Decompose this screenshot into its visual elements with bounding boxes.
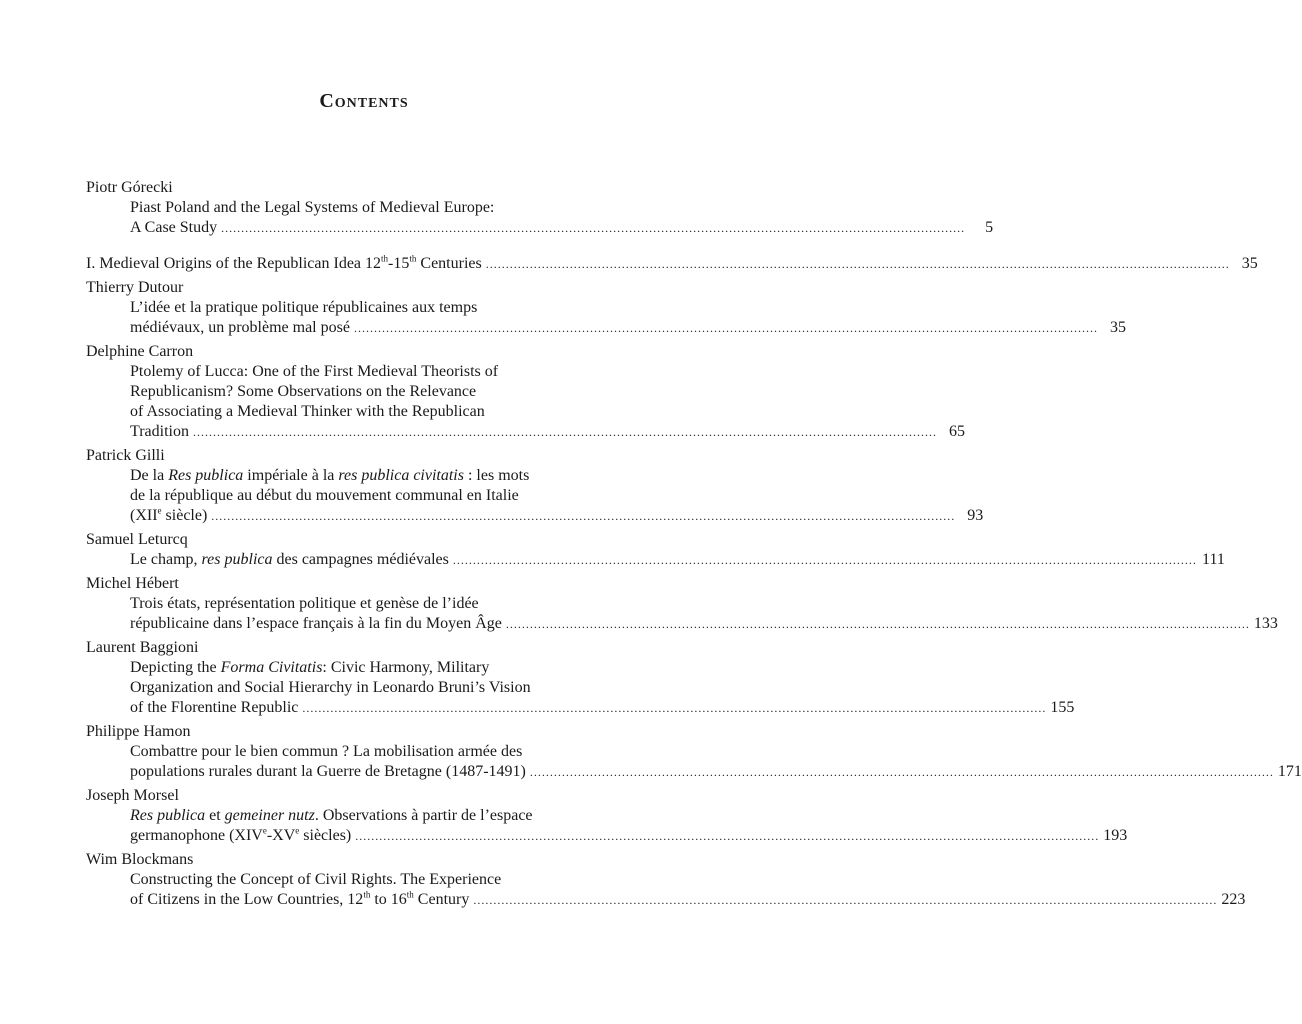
- dot-leader: ..........................................................................................................................................................................................: [355, 829, 1100, 843]
- entry-author: Michel Hébert: [86, 575, 179, 592]
- entry-title-line: Tradition: [130, 423, 189, 440]
- entry-author: Laurent Baggioni: [86, 639, 199, 656]
- page-number: 155: [1050, 699, 1075, 716]
- dot-leader: ..........................................................................................................................................................................................: [192, 425, 937, 439]
- toc-entry: [86, 574, 1278, 634]
- dot-leader: ..........................................................................................................................................................................................: [452, 553, 1197, 567]
- entry-title-line: L’idée et la pratique politique républicaines aux temps: [130, 299, 478, 316]
- entry-title-line: A Case Study: [130, 219, 218, 236]
- entry-title-line: Depicting the Forma Civitatis: Civic Harmony, Military: [130, 659, 490, 676]
- entry-leader-row[interactable]: [86, 825, 1128, 846]
- entry-title-line: Organization and Social Hierarchy in Leonardo Bruni’s Vision: [130, 679, 531, 696]
- page-number: 193: [1103, 827, 1128, 844]
- page-number: 5: [985, 219, 994, 236]
- dot-leader: ..........................................................................................................................................................................................: [353, 321, 1098, 335]
- entry-title-line: médiévaux, un problème mal posé: [130, 319, 350, 336]
- entry-leader-row[interactable]: [86, 762, 1302, 782]
- entry-title-line: Constructing the Concept of Civil Rights. The Experience: [130, 871, 502, 888]
- entry-author: Thierry Dutour: [86, 279, 184, 296]
- entry-leader-row[interactable]: [86, 218, 994, 238]
- toc-entry: [86, 722, 1302, 782]
- entry-title-line: Res publica et gemeiner nutz. Observations à partir de l’espace: [130, 807, 533, 824]
- page-number: 65: [948, 423, 965, 440]
- toc-entry: [86, 530, 1225, 570]
- page-number: 133: [1253, 615, 1278, 632]
- page-number: 223: [1221, 891, 1246, 908]
- entry-leader-row[interactable]: [86, 889, 1246, 910]
- entry-author: Delphine Carron: [86, 343, 194, 360]
- toc-entry: [86, 278, 1126, 338]
- entry-title-line: populations rurales durant la Guerre de Bretagne (1487-1491): [130, 763, 526, 780]
- toc-entry: [86, 446, 984, 526]
- dot-leader: ..........................................................................................................................................................................................: [529, 765, 1274, 779]
- toc-entry: [86, 786, 1128, 846]
- entry-title-line: Trois états, représentation politique et genèse de l’idée: [130, 595, 479, 612]
- entry-author: Joseph Morsel: [86, 787, 179, 804]
- entry-title-line: Piast Poland and the Legal Systems of Medieval Europe:: [130, 199, 495, 216]
- entry-title-line: de la république au début du mouvement communal en Italie: [130, 487, 519, 504]
- entry-author: Piotr Górecki: [86, 179, 173, 196]
- entry-leader-row[interactable]: [86, 318, 1126, 338]
- entry-author: Wim Blockmans: [86, 851, 194, 868]
- toc-entry: [86, 638, 1075, 718]
- entry-leader-row[interactable]: [86, 698, 1075, 718]
- entry-leader-row[interactable]: [86, 422, 965, 442]
- dot-leader: ..........................................................................................................................................................................................: [302, 701, 1047, 715]
- toc-section: [86, 253, 1258, 274]
- entry-leader-row[interactable]: [86, 550, 1225, 570]
- entry-title-line: Combattre pour le bien commun ? La mobilisation armée des: [130, 743, 523, 760]
- page-title: Contents: [319, 90, 409, 112]
- entry-title-line: Republicanism? Some Observations on the Relevance: [130, 383, 477, 400]
- entry-title-line: Le champ, res publica des campagnes médiévales: [130, 551, 449, 568]
- section-heading: I. Medieval Origins of the Republican Idea 12th-15th Centuries: [86, 253, 482, 272]
- entry-title-line: of Citizens in the Low Countries, 12th to 16th Century: [130, 889, 470, 908]
- dot-leader: ..........................................................................................................................................................................................: [505, 617, 1250, 631]
- entry-author: Philippe Hamon: [86, 723, 191, 740]
- page-number: 35: [1109, 319, 1126, 336]
- entry-leader-row[interactable]: [86, 614, 1278, 634]
- entry-title-line: of the Florentine Republic: [130, 699, 299, 716]
- table-of-contents: [86, 178, 1302, 914]
- page-number: 35: [1241, 255, 1258, 272]
- section-row[interactable]: [86, 253, 1258, 274]
- entry-title-line: républicaine dans l’espace français à la fin du Moyen Âge: [130, 615, 502, 632]
- entry-leader-row[interactable]: [86, 505, 984, 526]
- dot-leader: ..........................................................................................................................................................................................: [485, 257, 1230, 271]
- page-number: 171: [1277, 763, 1302, 780]
- entry-title-line: of Associating a Medieval Thinker with the Republican: [130, 403, 485, 420]
- dot-leader: ..........................................................................................................................................................................................: [211, 509, 956, 523]
- entry-author: Samuel Leturcq: [86, 531, 188, 548]
- dot-leader: ..........................................................................................................................................................................................: [473, 893, 1218, 907]
- entry-title-line: germanophone (XIVe-XVe siècles): [130, 825, 352, 844]
- page-number: 111: [1202, 551, 1225, 568]
- toc-entry: [86, 850, 1246, 910]
- page-number: 93: [967, 507, 984, 524]
- dot-leader: ..........................................................................................................................................................................................: [221, 221, 966, 235]
- entry-title-line: Ptolemy of Lucca: One of the First Medieval Theorists of: [130, 363, 499, 380]
- entry-title-line: De la Res publica impériale à la res publica civitatis : les mots: [130, 467, 530, 484]
- toc-entry: [86, 178, 994, 238]
- entry-author: Patrick Gilli: [86, 447, 165, 464]
- entry-title-line: (XIIe siècle): [130, 505, 208, 524]
- toc-entry: [86, 342, 965, 442]
